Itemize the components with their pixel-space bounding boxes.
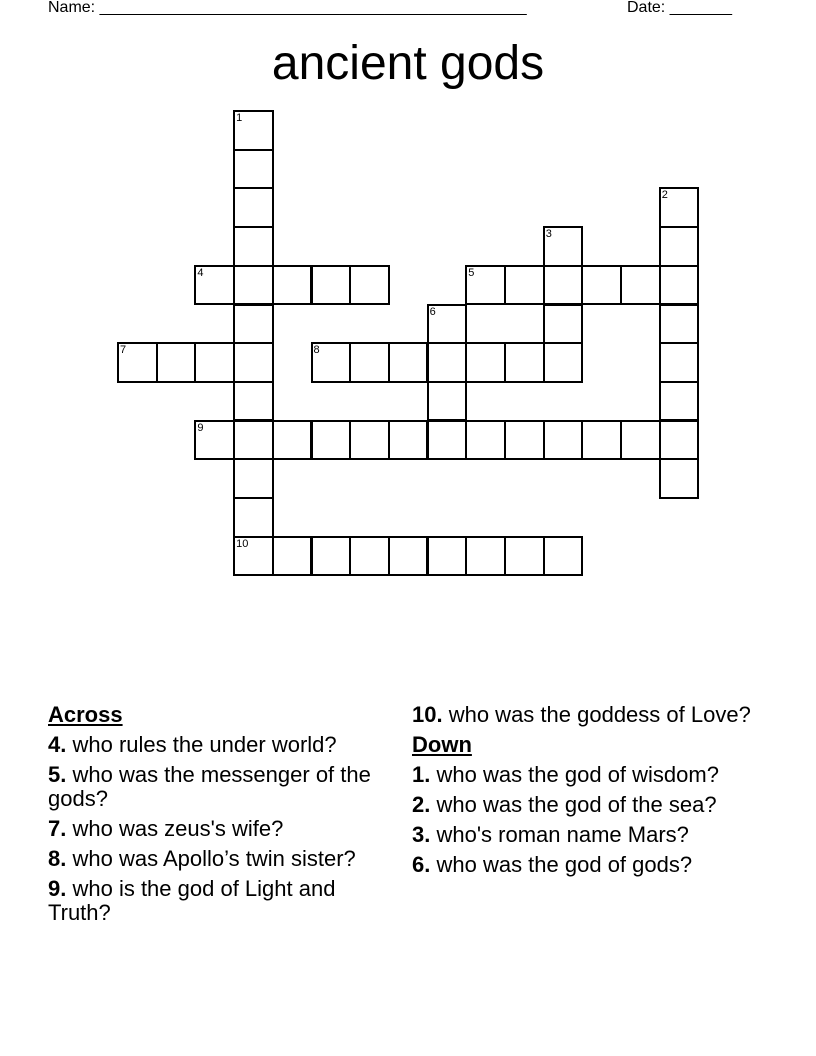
grid-cell[interactable] bbox=[349, 342, 390, 383]
grid-cell[interactable] bbox=[543, 420, 584, 461]
clue-text: who rules the under world? bbox=[66, 732, 337, 757]
grid-cell[interactable] bbox=[543, 265, 584, 306]
grid-cell[interactable] bbox=[659, 187, 700, 228]
clue-number: 2. bbox=[412, 792, 431, 817]
clue-number: 4. bbox=[48, 732, 67, 757]
cell-number: 1 bbox=[236, 112, 243, 124]
grid-cell[interactable] bbox=[543, 226, 584, 267]
clue-down-1 bbox=[412, 763, 752, 787]
grid-cell[interactable] bbox=[272, 265, 313, 306]
grid-cell[interactable] bbox=[620, 265, 661, 306]
grid-cell[interactable] bbox=[388, 342, 429, 383]
grid-cell[interactable] bbox=[349, 265, 390, 306]
clue-text: who was zeus's wife? bbox=[66, 816, 284, 841]
clue-text: who is the god of Light and Truth? bbox=[48, 876, 336, 925]
grid-cell[interactable] bbox=[349, 536, 390, 577]
grid-cell[interactable] bbox=[427, 381, 468, 422]
grid-cell[interactable] bbox=[311, 342, 352, 383]
grid-cell[interactable] bbox=[311, 420, 352, 461]
grid-cell[interactable] bbox=[659, 342, 700, 383]
grid-cell[interactable] bbox=[659, 381, 700, 422]
grid-cell[interactable] bbox=[194, 342, 235, 383]
grid-cell[interactable] bbox=[194, 420, 235, 461]
grid-cell[interactable] bbox=[504, 420, 545, 461]
grid-cell[interactable] bbox=[543, 304, 584, 345]
clue-number: 7. bbox=[48, 816, 67, 841]
grid-cell[interactable] bbox=[311, 536, 352, 577]
clue-across-10 bbox=[412, 703, 752, 727]
grid-cell[interactable] bbox=[659, 420, 700, 461]
grid-cell[interactable] bbox=[543, 342, 584, 383]
grid-cell[interactable] bbox=[156, 342, 197, 383]
grid-cell[interactable] bbox=[465, 342, 506, 383]
grid-cell[interactable] bbox=[388, 420, 429, 461]
clue-across-5 bbox=[48, 763, 388, 811]
clue-text: who was the god of wisdom? bbox=[430, 762, 719, 787]
grid-cell[interactable] bbox=[233, 265, 274, 306]
cell-number: 8 bbox=[313, 344, 320, 357]
grid-cell[interactable] bbox=[427, 536, 468, 577]
clue-text: who was the god of the sea? bbox=[430, 792, 717, 817]
grid-cell[interactable] bbox=[233, 342, 274, 383]
grid-cell[interactable] bbox=[233, 110, 274, 151]
clue-down-2 bbox=[412, 793, 752, 817]
grid-cell[interactable] bbox=[233, 536, 274, 577]
cell-number: 4 bbox=[197, 266, 204, 279]
cell-number: 9 bbox=[197, 421, 204, 434]
clues-column-right bbox=[412, 703, 752, 883]
cell-number: 6 bbox=[429, 305, 436, 318]
grid-cell[interactable] bbox=[465, 536, 506, 577]
cell-number: 5 bbox=[468, 266, 475, 279]
across-heading: Across bbox=[48, 702, 123, 727]
grid-cell[interactable] bbox=[504, 265, 545, 306]
name-field-label: Name: ________________________________________________ bbox=[48, 0, 527, 16]
grid-cell[interactable] bbox=[504, 536, 545, 577]
grid-cell[interactable] bbox=[194, 265, 235, 306]
clue-across-7 bbox=[48, 817, 388, 841]
grid-cell[interactable] bbox=[233, 497, 274, 538]
grid-cell[interactable] bbox=[388, 536, 429, 577]
clue-number: 1. bbox=[412, 762, 431, 787]
grid-cell[interactable] bbox=[581, 265, 622, 306]
clue-number: 6. bbox=[412, 852, 431, 877]
grid-cell[interactable] bbox=[504, 342, 545, 383]
grid-cell[interactable] bbox=[233, 304, 274, 345]
grid-cell[interactable] bbox=[543, 536, 584, 577]
clue-number: 8. bbox=[48, 846, 67, 871]
clues-column-left bbox=[48, 703, 388, 931]
grid-cell[interactable] bbox=[233, 187, 274, 228]
grid-cell[interactable] bbox=[233, 420, 274, 461]
clue-text: who was Apollo’s twin sister? bbox=[66, 846, 356, 871]
cell-number: 7 bbox=[120, 344, 127, 357]
clue-down-3 bbox=[412, 823, 752, 847]
cell-number: 10 bbox=[236, 537, 249, 550]
grid-cell[interactable] bbox=[581, 420, 622, 461]
down-heading: Down bbox=[412, 732, 472, 757]
clue-text: who was the god of gods? bbox=[430, 852, 693, 877]
grid-cell[interactable] bbox=[233, 458, 274, 499]
grid-cell[interactable] bbox=[233, 226, 274, 267]
date-field-label: Date: _______ bbox=[627, 0, 732, 16]
grid-cell[interactable] bbox=[659, 265, 700, 306]
clue-number: 9. bbox=[48, 876, 67, 901]
cell-number: 2 bbox=[661, 189, 668, 202]
clue-across-8 bbox=[48, 847, 388, 871]
grid-cell[interactable] bbox=[659, 458, 700, 499]
clue-number: 10. bbox=[412, 702, 443, 727]
grid-cell[interactable] bbox=[465, 265, 506, 306]
grid-cell[interactable] bbox=[233, 149, 274, 190]
grid-cell[interactable] bbox=[659, 226, 700, 267]
grid-cell[interactable] bbox=[427, 420, 468, 461]
grid-cell[interactable] bbox=[659, 304, 700, 345]
grid-cell[interactable] bbox=[427, 342, 468, 383]
clue-number: 3. bbox=[412, 822, 431, 847]
puzzle-title: ancient gods bbox=[271, 37, 545, 90]
clue-across-4 bbox=[48, 733, 388, 757]
grid-cell[interactable] bbox=[272, 420, 313, 461]
grid-cell[interactable] bbox=[233, 381, 274, 422]
cell-number: 3 bbox=[545, 228, 552, 241]
clue-text: who's roman name Mars? bbox=[430, 822, 689, 847]
clue-down-6 bbox=[412, 853, 752, 877]
clue-number: 5. bbox=[48, 762, 67, 787]
grid-cell[interactable] bbox=[465, 420, 506, 461]
grid-cell[interactable] bbox=[620, 420, 661, 461]
grid-cell[interactable] bbox=[349, 420, 390, 461]
clue-across-9 bbox=[48, 877, 388, 925]
grid-cell[interactable] bbox=[117, 342, 158, 383]
clue-text: who was the goddess of Love? bbox=[442, 702, 751, 727]
grid-cell[interactable] bbox=[272, 536, 313, 577]
grid-cell[interactable] bbox=[427, 304, 468, 345]
grid-cell[interactable] bbox=[311, 265, 352, 306]
clue-text: who was the messenger of the gods? bbox=[48, 762, 371, 811]
